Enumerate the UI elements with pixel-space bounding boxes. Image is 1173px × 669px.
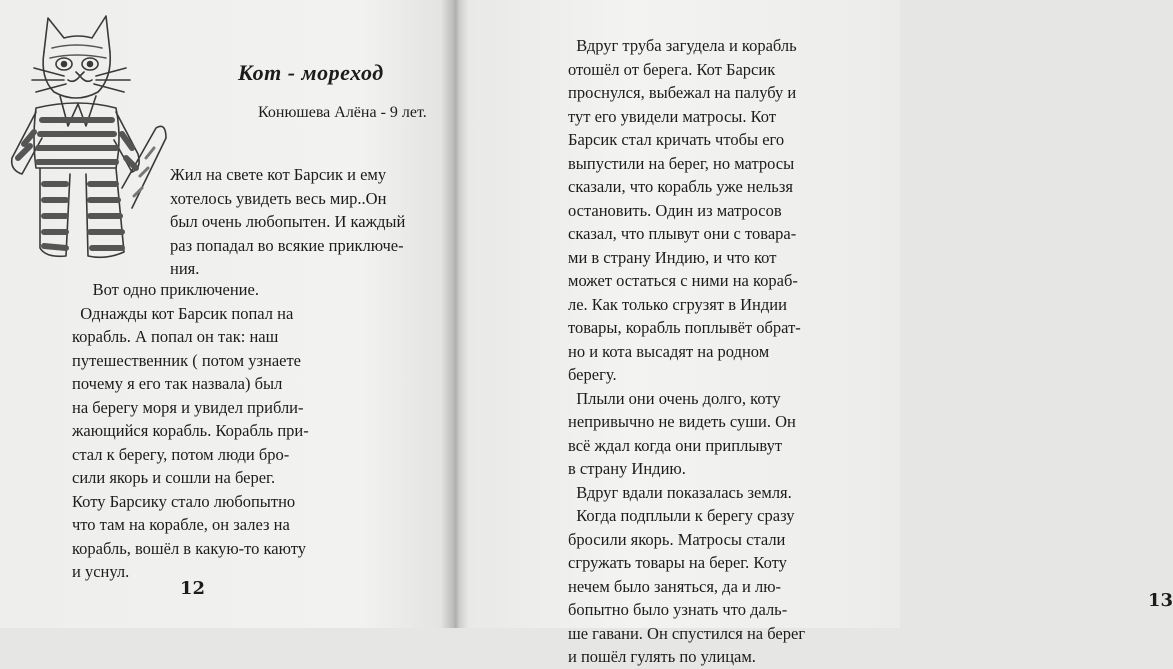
left-body-text: Вот одно приключение. Однажды кот Барсик попал на корабль. А попал он так: наш путешественник ( потом узнаете почему я его так назвала) был на берегу моря и увидел прибли- жающийся корабль. Корабль при- стал к берегу, потом люди бро- сили якорь и сошли на берег. Коту Барсику стало любопытно что там на корабле, он залез на корабль, вошёл в какую-то каюту и уснул. [72,280,309,581]
cat-illustration [6,8,176,263]
page-number-left: 12 [180,578,206,599]
right-body-text: Вдруг труба загудела и корабль отошёл от берега. Кот Барсик проснулся, выбежал на палубу и тут его увидели матросы. Кот Барсик стал кричать чтобы его выпустили на берег, но матросы сказали, что корабль уже нельзя остановить. Один из матросов сказал, что плывут они с товара- ми в страну Индию, и что кот может остаться с ними на кораб- ле. Как только сгрузят в Индии товары, корабль поплывёт обрат- но и кота высадят на родном берегу. Плыли они очень долго, коту непривычно не видеть суши. Он всё ждал когда они приплывут в страну Индию. Вдруг вдали показалась земля. Когда подплыли к берегу сразу бросили якорь. Матросы стали сгружать товары на берег. Коту нечем было заняться, да и лю- бопытно было узнать что даль- ше гавани. Он спустился на берег и пошёл гулять по улицам. [568,36,806,666]
page-number-right: 13 [1148,590,1173,611]
story-author: Конюшева Алёна - 9 лет. [258,104,427,121]
left-page [0,0,452,628]
story-title: Кот - мореход [238,60,384,85]
intro-paragraph: Жил на свете кот Барсик и ему хотелось увидеть весь мир..Он был очень любопытен. И каждый раз попадал во всякие приключе- ния. [170,165,406,278]
